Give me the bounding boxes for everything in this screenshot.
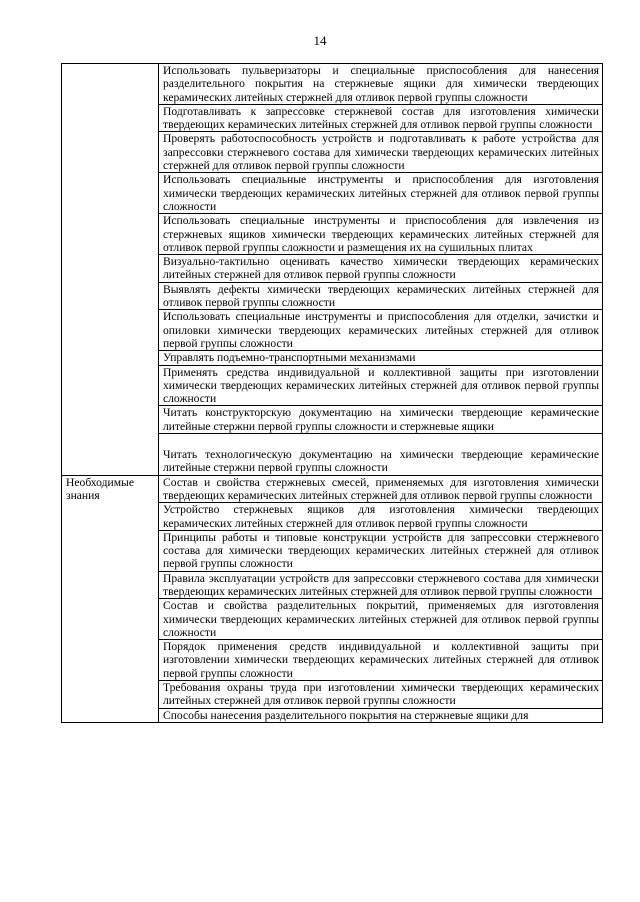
skills-label-cell xyxy=(62,64,159,476)
knowledge-row xyxy=(62,475,603,503)
skill-item: Читать конструкторскую документацию на химически твердеющие керамические литейные стержни первой группы сложности и стержневые ящики xyxy=(159,406,603,434)
skill-item: Подготавливать к запрессовке стержневой состав для изготовления химически твердеющих керамических литейных стержней для отливок первой группы сложности xyxy=(159,104,603,132)
skill-item: Использовать пульверизаторы и специальные приспособления для нанесения разделительного покрытия на стержневые ящики для химически твердеющих керамических литейных стержней для отливок первой группы сложности xyxy=(159,64,603,105)
skill-item: Применять средства индивидуальной и коллективной защиты при изготовлении химически твердеющих керамических литейных стержней для отливок первой группы сложности xyxy=(159,365,603,406)
knowledge-item: Состав и свойства стержневых смесей, применяемых для изготовления химически твердеющих керамических литейных стержней для отливок первой группы сложности xyxy=(159,475,603,503)
knowledge-item: Требования охраны труда при изготовлении химически твердеющих керамических литейных стержней для отливок первой группы сложности xyxy=(159,681,603,709)
knowledge-label: Необходимые знания xyxy=(62,475,159,722)
skill-item: Читать технологическую документацию на химически твердеющие керамические литейные стержни первой группы сложности xyxy=(159,434,603,476)
knowledge-item: Правила эксплуатации устройств для запрессовки стержневого состава для химически твердеющих керамических литейных стержней для отливок первой группы сложности xyxy=(159,571,603,599)
knowledge-item: Способы нанесения разделительного покрытия на стержневые ящики для xyxy=(159,708,603,722)
requirements-table xyxy=(61,63,603,723)
knowledge-item: Принципы работы и типовые конструкции устройств для запрессовки стержневого состава для химически твердеющих керамических литейных стержней для отливок первой группы сложности xyxy=(159,530,603,571)
skills-row xyxy=(62,64,603,105)
skill-item: Использовать специальные инструменты и приспособления для отделки, зачистки и опиловки химически твердеющих керамических литейных стержней для отливок первой группы сложности xyxy=(159,310,603,351)
knowledge-item: Устройство стержневых ящиков для изготовления химически твердеющих керамических литейных стержней для отливок первой группы сложности xyxy=(159,503,603,531)
skill-item: Проверять работоспособность устройств и подготавливать к работе устройства для запрессовки стержневого состава для химически твердеющих керамических литейных стержней для отливок первой группы сложности xyxy=(159,132,603,173)
knowledge-item: Состав и свойства разделительных покрытий, применяемых для изготовления химически твердеющих керамических литейных стержней для отливок первой группы сложности xyxy=(159,599,603,640)
skill-item: Использовать специальные инструменты и приспособления для извлечения из стержневых ящиков химически твердеющих керамических литейных стержней для отливок первой группы сложности и размещения их на сушильных плитах xyxy=(159,214,603,255)
page-number: 14 xyxy=(313,33,327,48)
skill-item: Управлять подъемно-транспортными механизмами xyxy=(159,351,603,365)
skill-item: Использовать специальные инструменты и приспособления для изготовления химически твердеющих керамических литейных стержней для отливок первой группы сложности xyxy=(159,173,603,214)
skill-item: Визуально-тактильно оценивать качество химически твердеющих керамических литейных стержней для отливок первой группы сложности xyxy=(159,255,603,283)
requirements-table-body xyxy=(62,64,603,723)
skill-item: Выявлять дефекты химически твердеющих керамических литейных стержней для отливок первой группы сложности xyxy=(159,282,603,310)
knowledge-item: Порядок применения средств индивидуальной и коллективной защиты при изготовлении химически твердеющих керамических литейных стержней для отливок первой группы сложности xyxy=(159,640,603,681)
